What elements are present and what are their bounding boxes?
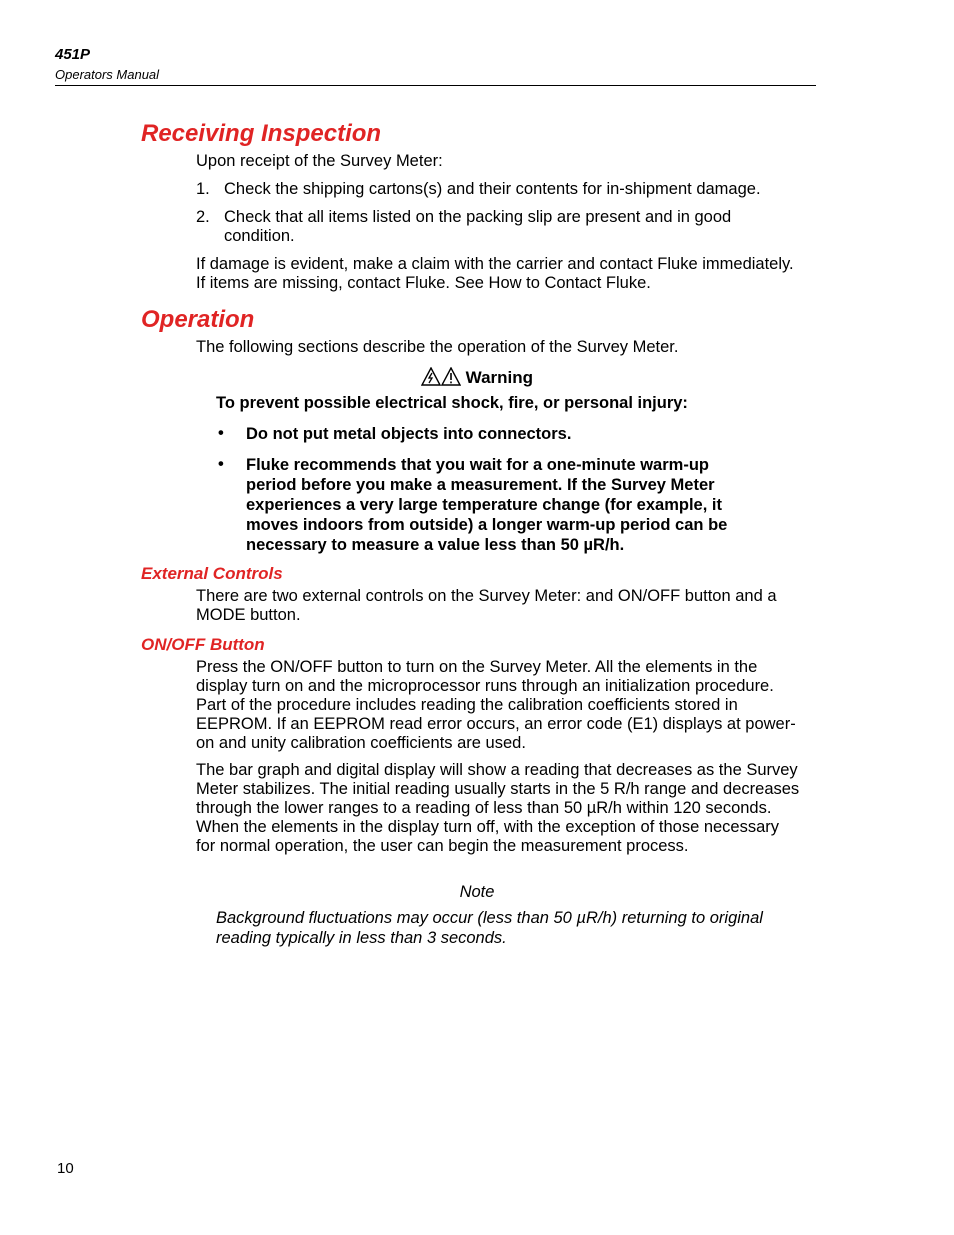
receiving-closing: If damage is evident, make a claim with the carrier and contact Fluke immediately. If items are missing, contact Fluke. See How to Contact Fluke.	[196, 255, 794, 292]
warning-title	[0, 367, 954, 388]
subsection-title-external-controls: External Controls	[141, 564, 283, 583]
external-controls-text: There are two external controls on the Survey Meter: and ON/OFF button and a MODE button.	[196, 587, 777, 624]
subsection-title-onoff-button: ON/OFF Button	[141, 635, 265, 654]
operation-intro: The following sections describe the operation of the Survey Meter.	[196, 338, 679, 356]
warning-triangle-icon	[441, 367, 461, 386]
section-title-receiving-inspection: Receiving Inspection	[141, 120, 382, 147]
step-text: Check that all items listed on the packing slip are present and in good condition.	[224, 208, 732, 245]
page-number: 10	[57, 1160, 74, 1177]
note-title: Note	[459, 883, 495, 901]
warning-label: Warning	[465, 368, 534, 387]
header-subtitle: Operators Manual	[55, 67, 160, 82]
warning-bullet-text: Fluke recommends that you wait for a one-minute warm-up period before you make a measurement. If the Survey Meter experiences a very large temperature change (for example, it moves indoors from outside) a longer warm-up period can be necessary to measure a value less than 50 µR/h.	[246, 456, 728, 554]
step-number: 2.	[196, 208, 210, 226]
receiving-intro: Upon receipt of the Survey Meter:	[196, 152, 443, 170]
electrical-hazard-icon	[421, 367, 441, 386]
warning-lead: To prevent possible electrical shock, fire, or personal injury:	[216, 394, 688, 412]
step-text: Check the shipping cartons(s) and their contents for in-shipment damage.	[224, 180, 761, 198]
section-title-operation: Operation	[141, 306, 255, 333]
onoff-paragraph-2: The bar graph and digital display will show a reading that decreases as the Survey Meter stabilizes. The initial reading usually starts in the 5 R/h range and decreases through the lower ranges to a reading of less than 50 µR/h within 120 seconds. When the elements in the display turn off, with the exception of those necessary for normal operation, the user can begin the measurement process.	[196, 761, 800, 855]
header-model: 451P	[55, 46, 91, 63]
onoff-paragraph-1: Press the ON/OFF button to turn on the Survey Meter. All the elements in the display turn on and the microprocessor runs through an initialization procedure. Part of the procedure includes reading the calibration coefficients stored in EEPROM. If an EEPROM read error occurs, an error code (E1) displays at power-on and unity calibration coefficients are used.	[196, 658, 796, 752]
bullet-icon: •	[218, 455, 224, 473]
note-text: Background fluctuations may occur (less than 50 µR/h) returning to original reading typically in less than 3 seconds.	[216, 909, 763, 947]
step-number: 1.	[196, 180, 210, 198]
warning-bullet-text: Do not put metal objects into connectors.	[246, 425, 572, 443]
bullet-icon: •	[218, 424, 224, 442]
header-rule	[55, 85, 816, 86]
